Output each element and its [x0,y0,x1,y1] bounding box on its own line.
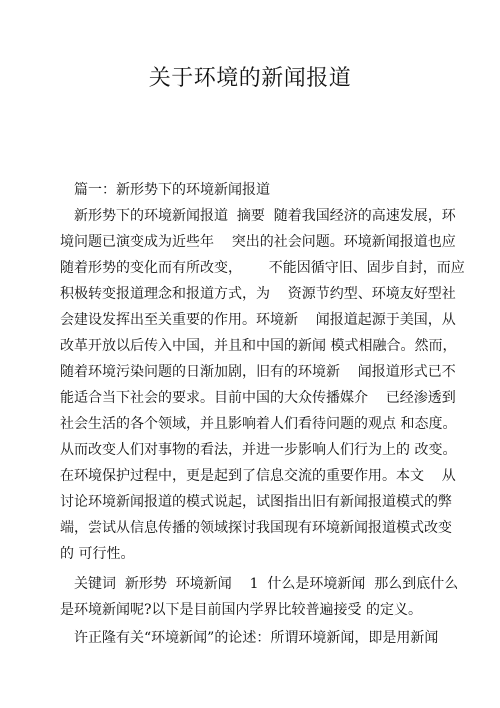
paragraph-line: 的 可行性。 [60,546,135,562]
paragraph-line: 新形势下的环境新闻报道 摘要 随着我国经济的高速发展，环 [74,208,456,224]
paragraph-line: 改革开放以后传入中国，并且和中国的新闻 模式相融合。然而， [60,338,457,354]
paragraph-line: 讨论环境新闻报道的模式说起，试图指出旧有新闻报道模式的弊 [60,494,452,510]
paragraph-line: 从而改变人们对事物的看法，并进一步影响人们行为上的 改变。 [60,442,457,458]
paragraph-line: 许正隆有关“环境新闻”的论述：所谓环境新闻，即是用新闻 [74,630,439,646]
paragraph-line: 随着环境污染问题的日渐加剧，旧有的环境新 闻报道形式已不 [60,364,456,380]
paragraph-line: 积极转变报道理念和报道方式，为 资源节约型、环境友好型社 [60,286,456,302]
keywords-line: 关键词 新形势 环境新闻 1 什么是环境新闻 那么到底什么 [74,576,459,592]
paragraph-line: 端，尝试从信息传播的领域探讨我国现有环境新闻报道模式改变 [60,520,452,536]
paragraph-line: 在环境保护过程中，更是起到了信息交流的重要作用。本文 从 [60,468,456,484]
document-title: 关于环境的新闻报道 [148,66,352,91]
section-heading: 篇一：新形势下的环境新闻报道 [74,182,270,198]
paragraph-line: 会建设发挥出至关重要的作用。环境新 闻报道起源于美国，从 [60,312,456,328]
paragraph-line: 随着形势的变化而有所改变， 不能因循守旧、固步自封，而应 [60,260,465,276]
paragraph-line: 境问题已演变成为近些年 突出的社会问题。环境新闻报道也应 [60,234,456,250]
paragraph-line: 能适合当下社会的要求。目前中国的大众传播媒介 已经渗透到 [60,390,456,406]
paragraph-line: 是环境新闻呢?以下是目前国内学界比较普遍接受 的定义。 [60,602,422,618]
paragraph-line: 社会生活的各个领域，并且影响着人们看待问题的观点 和态度。 [60,416,457,432]
